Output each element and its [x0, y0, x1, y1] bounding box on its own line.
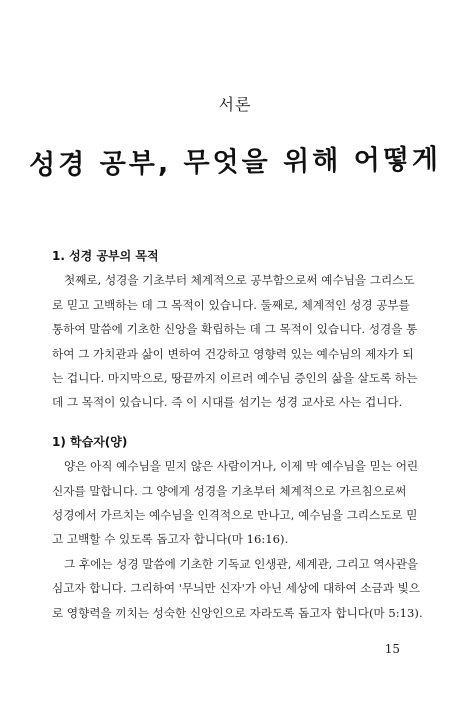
text-line: 는 겁니다. 마지막으로, 땅끝까지 이르러 예수님 증인의 삶을 살도록 하는 [52, 371, 418, 386]
text-line: 하여 그 가치관과 삶이 변하여 건강하고 영향력 있는 예수님의 제자가 되 [52, 346, 414, 361]
section-heading-purpose: 1. 성경 공부의 목적 [52, 249, 159, 263]
text-line: 고 고백할 수 있도록 돕고자 합니다(마 16:16). [52, 532, 289, 547]
page-number: 15 [384, 642, 400, 656]
text-line: 성경에서 가르치는 예수님을 인격적으로 만나고, 예수님을 그리스도로 믿 [52, 508, 418, 523]
paragraph-purpose [52, 268, 424, 414]
text-line: 심고자 합니다. 그리하여 '무늬만 신자'가 아닌 세상에 대하여 소금과 빛으 [52, 581, 421, 596]
text-line: 첫째로, 성경을 기초부터 체계적으로 공부함으로써 예수님을 그리스도 [64, 273, 415, 288]
text-line: 양은 아직 예수님을 믿지 않은 사람이거나, 이제 막 예수님을 믿는 어린 [64, 459, 419, 474]
paragraph-learner-2 [52, 552, 424, 625]
section-heading-learner: 1) 학습자(양) [52, 434, 128, 449]
page-content [52, 244, 424, 625]
chapter-label: 서론 [218, 95, 252, 114]
text-line: 로 영향력을 끼치는 성숙한 신앙인으로 자라도록 돕고자 합니다(마 5:13). [52, 605, 423, 620]
text-line: 신자를 말합니다. 그 양에게 성경을 기초부터 체계적으로 가르침으로써 [52, 483, 407, 498]
text-line: 로 믿고 고백하는 데 그 목적이 있습니다. 둘째로, 체계적인 성경 공부를 [52, 297, 410, 312]
paragraph-learner-1 [52, 454, 424, 552]
text-line: 통하여 말씀에 기초한 신앙을 확립하는 데 그 목적이 있습니다. 성경을 통 [52, 322, 418, 337]
chapter-title: 성경 공부, 무엇을 위해 어떻게 [28, 144, 442, 181]
text-line: 그 후에는 성경 말씀에 기초한 기독교 인생관, 세계관, 그리고 역사관을 [64, 556, 419, 571]
text-line: 데 그 목적이 있습니다. 즉 이 시대를 섬기는 성경 교사로 사는 겁니다. [52, 395, 403, 410]
